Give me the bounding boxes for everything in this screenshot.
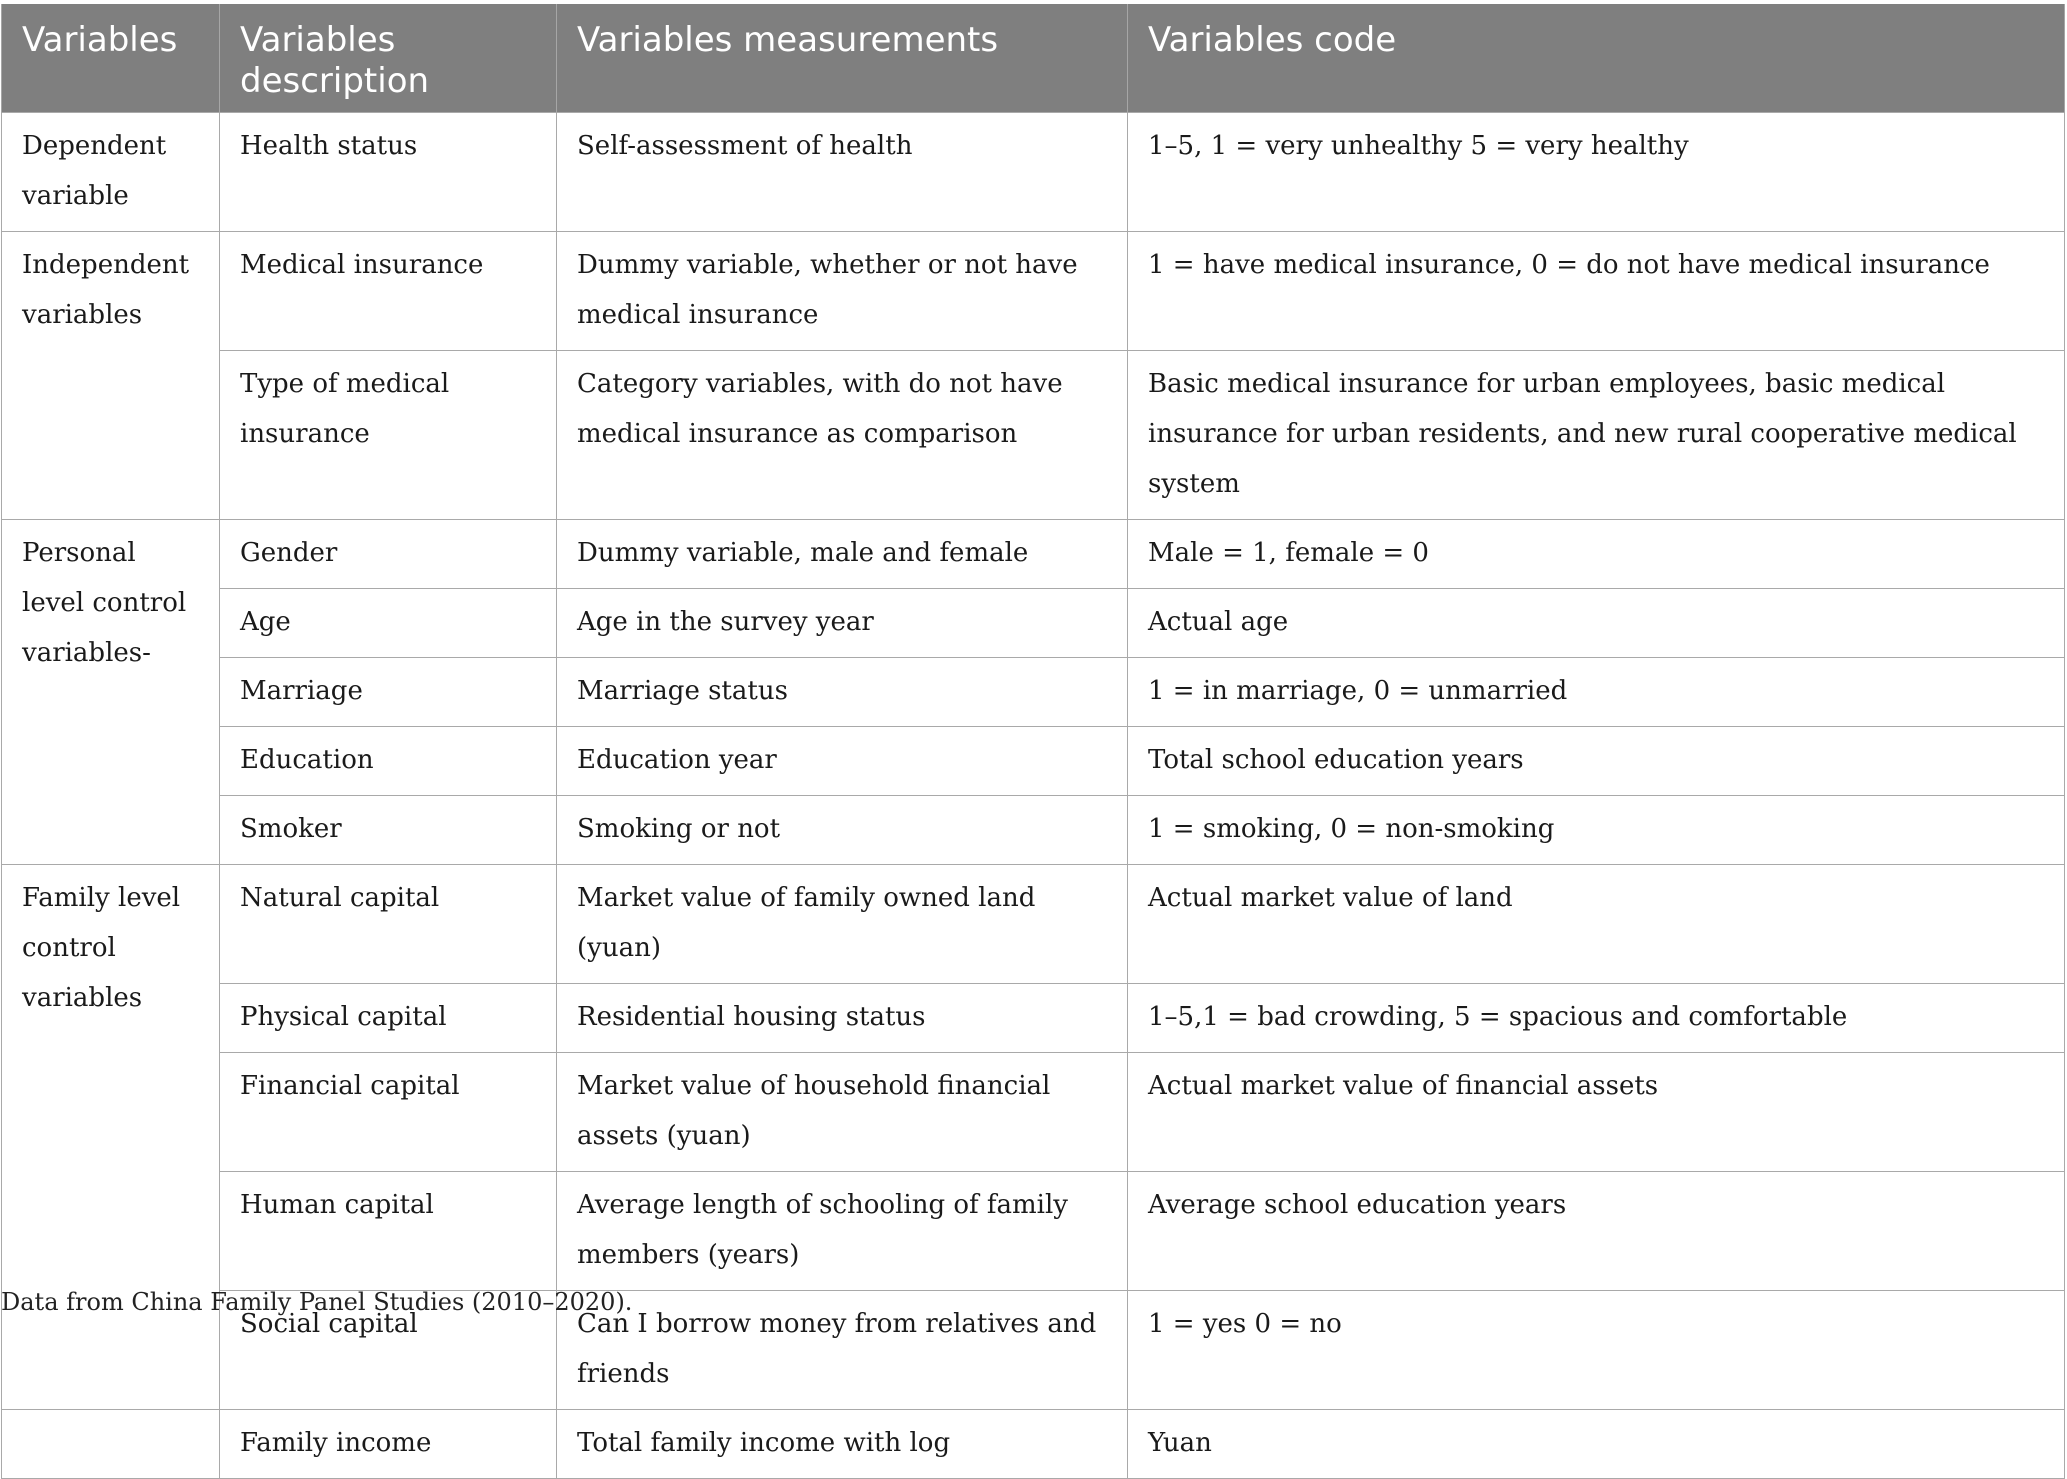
cell-description: Gender [220,520,557,589]
cell-description: Education [220,727,557,796]
variables-table [1,4,2065,1479]
cell-code: 1 = yes 0 = no [1128,1291,2065,1410]
group-family: Family level control variables [2,865,220,1410]
table-row [2,727,2065,796]
cell-description: Health status [220,113,557,232]
cell-description: Natural capital [220,865,557,984]
cell-description: Social capital [220,1291,557,1410]
header-code: Variables code [1128,4,2065,113]
cell-code: 1 = have medical insurance, 0 = do not have medical insurance [1128,232,2065,351]
cell-description: Physical capital [220,984,557,1053]
cell-description: Financial capital [220,1053,557,1172]
table-row [2,589,2065,658]
cell-code: Actual market value of financial assets [1128,1053,2065,1172]
cell-measurement: Self-assessment of health [557,113,1128,232]
cell-measurement: Market value of household financial assets (yuan) [557,1053,1128,1172]
cell-description: Family income [220,1410,557,1479]
cell-measurement: Can I borrow money from relatives and friends [557,1291,1128,1410]
table-row [2,1053,2065,1172]
cell-measurement: Dummy variable, whether or not have medical insurance [557,232,1128,351]
cell-code: 1 = in marriage, 0 = unmarried [1128,658,2065,727]
cell-code: 1–5, 1 = very unhealthy 5 = very healthy [1128,113,2065,232]
header-row [2,4,2065,113]
cell-description: Medical insurance [220,232,557,351]
cell-description: Human capital [220,1172,557,1291]
cell-measurement: Category variables, with do not have medical insurance as comparison [557,351,1128,520]
cell-code: Actual market value of land [1128,865,2065,984]
table-footnote: Data from China Family Panel Studies (2010–2020). [1,1288,633,1316]
cell-code: Average school education years [1128,1172,2065,1291]
table-row [2,984,2065,1053]
cell-code: Total school education years [1128,727,2065,796]
cell-code: Male = 1, female = 0 [1128,520,2065,589]
group-independent: Independent variables [2,232,220,520]
table-row [2,1410,2065,1479]
header-measurements: Variables measurements [557,4,1128,113]
cell-measurement: Average length of schooling of family members (years) [557,1172,1128,1291]
cell-code: Yuan [1128,1410,2065,1479]
cell-measurement: Smoking or not [557,796,1128,865]
cell-description: Marriage [220,658,557,727]
header-description: Variables description [220,4,557,113]
table-row [2,113,2065,232]
cell-measurement: Residential housing status [557,984,1128,1053]
cell-code: 1 = smoking, 0 = non-smoking [1128,796,2065,865]
table-row [2,232,2065,351]
cell-code: Basic medical insurance for urban employees, basic medical insurance for urban residents, and new rural cooperative medical system [1128,351,2065,520]
cell-measurement: Dummy variable, male and female [557,520,1128,589]
cell-description: Age [220,589,557,658]
cell-code: 1–5,1 = bad crowding, 5 = spacious and comfortable [1128,984,2065,1053]
cell-measurement: Age in the survey year [557,589,1128,658]
table-row [2,520,2065,589]
table-row [2,658,2065,727]
cell-code: Actual age [1128,589,2065,658]
cell-description: Smoker [220,796,557,865]
group-dependent: Dependent variable [2,113,220,232]
group-empty [2,1410,220,1479]
cell-description: Type of medical insurance [220,351,557,520]
table-row [2,1172,2065,1291]
group-personal: Personal level control variables- [2,520,220,865]
cell-measurement: Market value of family owned land (yuan) [557,865,1128,984]
table-row [2,351,2065,520]
table-row [2,796,2065,865]
cell-measurement: Education year [557,727,1128,796]
cell-measurement: Total family income with log [557,1410,1128,1479]
cell-measurement: Marriage status [557,658,1128,727]
header-variables: Variables [2,4,220,113]
table-row [2,865,2065,984]
